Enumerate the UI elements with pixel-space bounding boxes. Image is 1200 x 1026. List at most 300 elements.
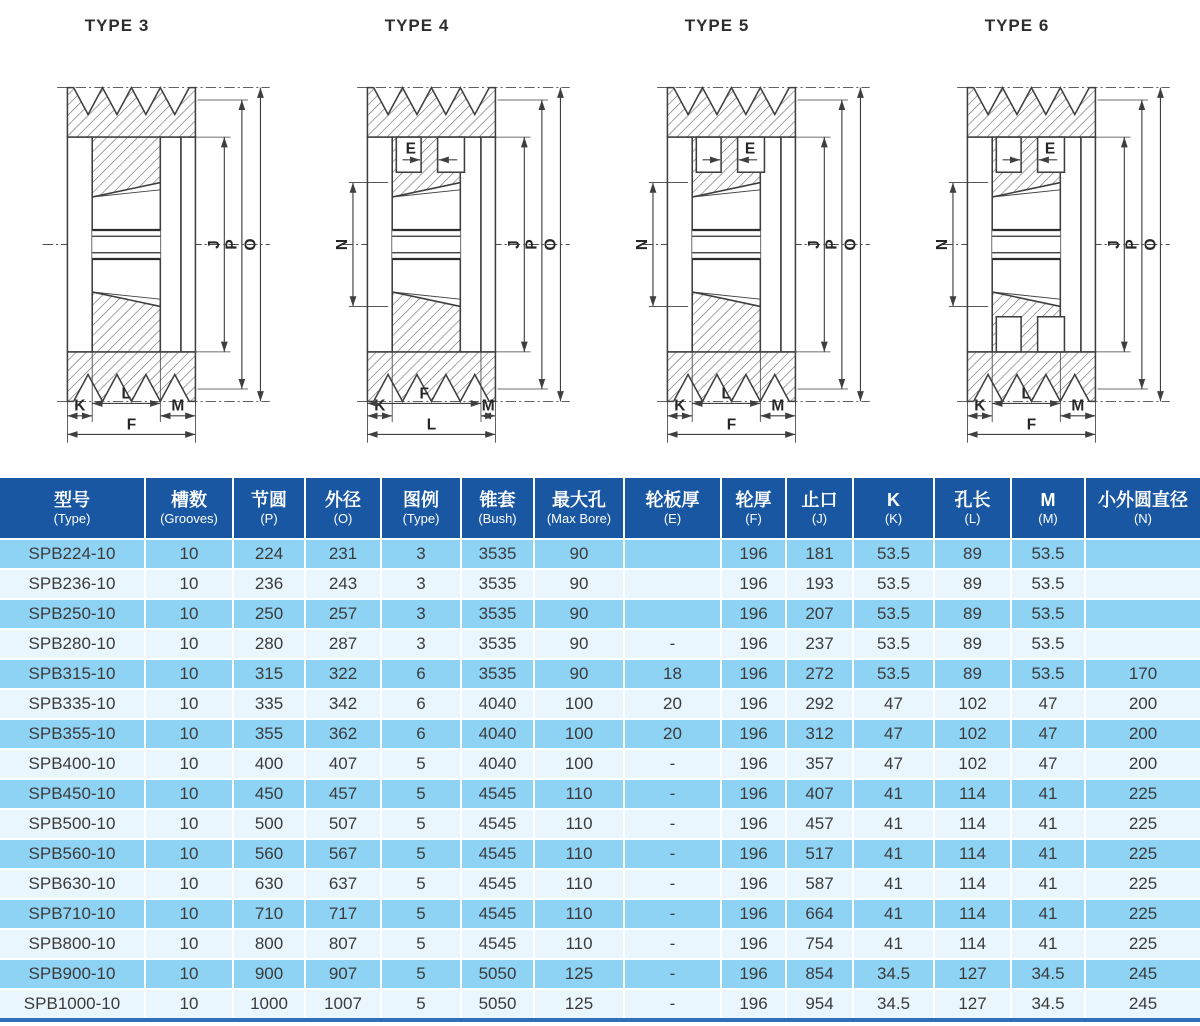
column-header-en: (P) [260,511,278,527]
table-cell: 89 [934,539,1011,569]
column-header [461,478,534,539]
table-cell: 90 [534,539,624,569]
column-header-zh: 小外圆直径 [1098,489,1188,510]
table-cell: 90 [534,569,624,599]
table-cell: 100 [534,689,624,719]
table-cell: 110 [534,869,624,899]
table-cell: 4545 [461,839,534,869]
table-cell: 3 [381,599,461,629]
spec-table [0,478,1200,1022]
table-cell: 280 [233,629,305,659]
diagram-panel-type-5 [600,0,900,478]
table-cell: SPB400-10 [0,749,145,779]
table-cell: 41 [1011,929,1085,959]
column-header-zh: 型号 [54,489,90,510]
column-header [1011,478,1085,539]
table-cell: 53.5 [1011,629,1085,659]
table-cell: 907 [305,959,381,989]
table-cell: 110 [534,809,624,839]
dimension-label: E [1044,140,1056,158]
table-cell: 10 [145,809,233,839]
column-header-en: (O) [333,511,353,527]
table-cell: 196 [721,689,786,719]
column-header [853,478,934,539]
table-cell: - [624,809,721,839]
dimension-label: K [374,397,386,415]
table-cell: 47 [1011,719,1085,749]
table-cell: 754 [786,929,853,959]
table-cell: 193 [786,569,853,599]
dimension-label: M [171,397,185,415]
table-cell: 710 [233,899,305,929]
table-cell: 10 [145,839,233,869]
table-cell: 41 [853,839,934,869]
table-cell: SPB315-10 [0,659,145,689]
column-header [1085,478,1200,539]
table-cell: 127 [934,989,1011,1020]
dimension-label: O [242,238,260,251]
table-cell: 717 [305,899,381,929]
table-cell: 34.5 [1011,959,1085,989]
table-cell: 225 [1085,809,1200,839]
table-row [0,629,1200,659]
dimension-label: J [806,240,824,249]
diagram-title: TYPE 6 [984,16,1050,35]
table-cell: 196 [721,599,786,629]
table-cell [1085,599,1200,629]
table-cell: 4545 [461,869,534,899]
table-cell: SPB224-10 [0,539,145,569]
table-cell: 207 [786,599,853,629]
table-cell: 257 [305,599,381,629]
column-header [305,478,381,539]
table-cell: 4040 [461,689,534,719]
column-header-en: (Type) [53,511,91,527]
table-row [0,749,1200,779]
table-cell: 114 [934,839,1011,869]
table-cell: 196 [721,929,786,959]
table-cell: 110 [534,839,624,869]
table-cell: 5 [381,869,461,899]
table-cell: 10 [145,929,233,959]
table-cell: 53.5 [1011,659,1085,689]
table-cell: 102 [934,719,1011,749]
table-cell: 102 [934,689,1011,719]
dimension-label: J [506,240,524,249]
dimension-label: J [1106,240,1124,249]
dimension-label: K [674,397,686,415]
pulley-cross-section-drawing [922,38,1178,451]
table-cell: 114 [934,809,1011,839]
column-header [233,478,305,539]
column-header [381,478,461,539]
table-cell: - [624,929,721,959]
table-cell: SPB710-10 [0,899,145,929]
column-header-en: (J) [811,511,828,527]
column-header-en: (Grooves) [160,511,218,527]
column-header [934,478,1011,539]
table-cell: 10 [145,629,233,659]
table-cell: 53.5 [1011,569,1085,599]
dimension-label: P [523,239,541,250]
table-cell: 114 [934,929,1011,959]
table-cell: - [624,959,721,989]
table-cell: 236 [233,569,305,599]
table-cell: 196 [721,809,786,839]
table-cell: 245 [1085,959,1200,989]
table-cell [1085,539,1200,569]
table-row [0,569,1200,599]
table-cell: 10 [145,749,233,779]
table-row [0,929,1200,959]
table-cell: 34.5 [1011,989,1085,1020]
table-cell: 110 [534,899,624,929]
table-cell [1085,569,1200,599]
table-row [0,809,1200,839]
table-cell: 53.5 [1011,539,1085,569]
dimension-label: N [933,238,951,251]
column-header-zh: 节圆 [251,489,287,510]
table-cell: 287 [305,629,381,659]
table-cell: 10 [145,689,233,719]
dimension-label: M [481,397,495,415]
table-cell: 4545 [461,779,534,809]
table-cell: 224 [233,539,305,569]
table-cell [624,569,721,599]
table-cell: 170 [1085,659,1200,689]
table-cell: 196 [721,659,786,689]
table-cell: 322 [305,659,381,689]
column-header-zh: 最大孔 [552,489,606,510]
table-cell: SPB355-10 [0,719,145,749]
table-cell: 4545 [461,809,534,839]
table-cell: 900 [233,959,305,989]
table-cell: 5050 [461,959,534,989]
column-header-zh: K [887,489,900,510]
table-cell: 450 [233,779,305,809]
table-cell: 400 [233,749,305,779]
table-cell: 10 [145,539,233,569]
table-cell [624,539,721,569]
column-header-en: (L) [964,511,981,527]
pulley-cross-section-drawing [22,38,278,451]
table-cell: 196 [721,779,786,809]
table-cell: 272 [786,659,853,689]
dimension-label: J [206,240,224,249]
table-cell: 20 [624,719,721,749]
table-cell: 89 [934,599,1011,629]
table-cell: 3 [381,629,461,659]
dimension-label: F [419,385,429,403]
column-header-en: (E) [663,511,682,527]
table-cell: 90 [534,629,624,659]
table-cell: 1000 [233,989,305,1020]
table-cell [1085,629,1200,659]
table-cell: 407 [305,749,381,779]
dimension-label: L [721,385,731,403]
table-cell: - [624,989,721,1020]
table-cell: SPB560-10 [0,839,145,869]
table-row [0,719,1200,749]
table-cell: 637 [305,869,381,899]
table-cell: SPB630-10 [0,869,145,899]
table-row [0,959,1200,989]
dimension-label: F [1026,416,1037,434]
table-cell: 41 [1011,839,1085,869]
table-cell: 41 [853,779,934,809]
table-cell: 10 [145,899,233,929]
table-cell: 225 [1085,899,1200,929]
dimension-label: K [974,397,986,415]
dimension-label: F [126,416,137,434]
table-cell: 114 [934,899,1011,929]
table-cell: 4545 [461,929,534,959]
table-cell: 10 [145,959,233,989]
table-cell: 41 [853,809,934,839]
table-cell: 587 [786,869,853,899]
table-cell: - [624,869,721,899]
table-cell: 196 [721,719,786,749]
table-cell: 90 [534,599,624,629]
table-cell: 110 [534,929,624,959]
table-cell: 225 [1085,839,1200,869]
table-cell: 3 [381,539,461,569]
dimension-label: O [1142,238,1160,251]
table-cell: 196 [721,629,786,659]
table-cell: 237 [786,629,853,659]
table-cell: 6 [381,659,461,689]
table-cell: 355 [233,719,305,749]
table-cell: 41 [853,869,934,899]
table-row [0,779,1200,809]
dimension-label: F [726,416,737,434]
dimension-label: O [842,238,860,251]
table-cell: 10 [145,719,233,749]
column-header [624,478,721,539]
table-cell: 457 [786,809,853,839]
table-cell: 41 [853,929,934,959]
table-cell: 5 [381,929,461,959]
table-cell: 243 [305,569,381,599]
table-cell: 89 [934,659,1011,689]
table-cell: 53.5 [853,659,934,689]
table-cell: 125 [534,959,624,989]
column-header-zh: 止口 [801,489,838,510]
table-row [0,539,1200,569]
table-cell: 100 [534,719,624,749]
table-cell: SPB500-10 [0,809,145,839]
table-cell: 110 [534,779,624,809]
table-cell: 114 [934,869,1011,899]
table-cell: 47 [853,689,934,719]
table-cell: 3535 [461,599,534,629]
table-cell: SPB1000-10 [0,989,145,1020]
table-cell: 10 [145,599,233,629]
column-header-zh: 轮厚 [735,489,772,510]
table-cell: - [624,629,721,659]
table-cell: 47 [853,719,934,749]
column-header-en: (M) [1038,511,1058,527]
table-cell: 41 [1011,779,1085,809]
table-cell: 200 [1085,749,1200,779]
table-cell: - [624,779,721,809]
dimension-label: P [823,239,841,250]
table-row [0,839,1200,869]
dimension-label: M [771,397,785,415]
pulley-cross-section-drawing [322,38,578,451]
column-header [721,478,786,539]
table-cell: 53.5 [853,629,934,659]
table-cell: 100 [534,749,624,779]
table-cell: 181 [786,539,853,569]
table-cell: 10 [145,569,233,599]
column-header-en: (K) [884,511,903,527]
diagram-panel-type-3 [0,0,300,478]
table-cell: 362 [305,719,381,749]
table-cell: 5 [381,989,461,1020]
table-cell: 127 [934,959,1011,989]
table-cell: 196 [721,539,786,569]
table-cell: 20 [624,689,721,719]
column-header [145,478,233,539]
table-cell: - [624,749,721,779]
dimension-label: N [633,238,651,251]
table-cell [624,599,721,629]
table-cell: 5 [381,779,461,809]
table-cell: 89 [934,569,1011,599]
table-cell: SPB900-10 [0,959,145,989]
table-cell: 200 [1085,689,1200,719]
table-cell: 567 [305,839,381,869]
table-cell: 4040 [461,749,534,779]
table-cell: 196 [721,569,786,599]
table-cell: 342 [305,689,381,719]
table-cell: - [624,899,721,929]
dimension-label: M [1071,397,1085,415]
table-cell: 53.5 [853,599,934,629]
table-cell: 500 [233,809,305,839]
table-cell: 231 [305,539,381,569]
table-cell: 335 [233,689,305,719]
table-cell: 3535 [461,629,534,659]
table-cell: 41 [1011,899,1085,929]
table-cell: 630 [233,869,305,899]
table-cell: 41 [1011,869,1085,899]
table-cell: 5 [381,809,461,839]
table-cell: 3535 [461,539,534,569]
table-cell: 10 [145,659,233,689]
table-cell: 225 [1085,869,1200,899]
table-header-row [0,478,1200,539]
table-cell: 5050 [461,989,534,1020]
table-cell: 4545 [461,899,534,929]
column-header-en: (Max Bore) [546,511,612,527]
table-cell: 34.5 [853,959,934,989]
table-cell: 3 [381,569,461,599]
dimension-label: L [1021,385,1031,403]
table-cell: 4040 [461,719,534,749]
dimension-label: K [74,397,86,415]
table-cell: 225 [1085,929,1200,959]
table-cell: 5 [381,899,461,929]
table-cell: 507 [305,809,381,839]
diagram-title: TYPE 3 [84,16,150,35]
table-cell: 41 [1011,809,1085,839]
column-header-zh: 轮板厚 [645,489,700,510]
column-header-en: (N) [1133,511,1153,527]
table-cell: 560 [233,839,305,869]
table-cell: 53.5 [1011,599,1085,629]
column-header-zh: 图例 [403,489,439,510]
pulley-cross-section-drawing [622,38,878,451]
table-row [0,689,1200,719]
column-header [786,478,853,539]
table-cell: SPB335-10 [0,689,145,719]
table-cell: 196 [721,989,786,1020]
table-cell: 47 [1011,749,1085,779]
table-cell: 10 [145,779,233,809]
diagram-title: TYPE 5 [684,16,750,35]
dimension-label: L [121,385,131,403]
table-cell: 407 [786,779,853,809]
table-cell: 196 [721,899,786,929]
column-header-en: (Bush) [478,511,517,527]
table-cell: 312 [786,719,853,749]
dimension-label: P [223,239,241,250]
table-row [0,989,1200,1020]
column-header [0,478,145,539]
table-cell: 225 [1085,779,1200,809]
diagram-title: TYPE 4 [384,16,450,35]
table-cell: 800 [233,929,305,959]
table-cell: 200 [1085,719,1200,749]
diagram-panel-type-4 [300,0,600,478]
table-row [0,599,1200,629]
table-cell: 250 [233,599,305,629]
table-cell: 1007 [305,989,381,1020]
table-cell: 954 [786,989,853,1020]
dimension-label: L [426,416,437,434]
table-cell: 5 [381,839,461,869]
dimension-label: E [405,140,416,158]
column-header-en: (Type) [402,511,440,527]
table-cell: 89 [934,629,1011,659]
table-cell: 3535 [461,569,534,599]
pulley-diagrams-strip [0,0,1200,478]
table-cell: 5 [381,959,461,989]
dimension-label: O [542,238,560,251]
table-cell: 315 [233,659,305,689]
table-cell: 357 [786,749,853,779]
table-cell: 10 [145,989,233,1020]
diagram-panel-type-6 [900,0,1200,478]
table-cell: 18 [624,659,721,689]
table-cell: 102 [934,749,1011,779]
table-cell: 47 [853,749,934,779]
table-cell: 196 [721,959,786,989]
column-header-zh: 外径 [325,489,361,510]
table-cell: 3535 [461,659,534,689]
table-cell: 5 [381,749,461,779]
table-cell: 245 [1085,989,1200,1020]
table-cell: 292 [786,689,853,719]
table-cell: 10 [145,869,233,899]
table-cell: 34.5 [853,989,934,1020]
column-header-zh: 孔长 [954,489,991,510]
table-row [0,659,1200,689]
table-cell: 6 [381,689,461,719]
table-row [0,899,1200,929]
